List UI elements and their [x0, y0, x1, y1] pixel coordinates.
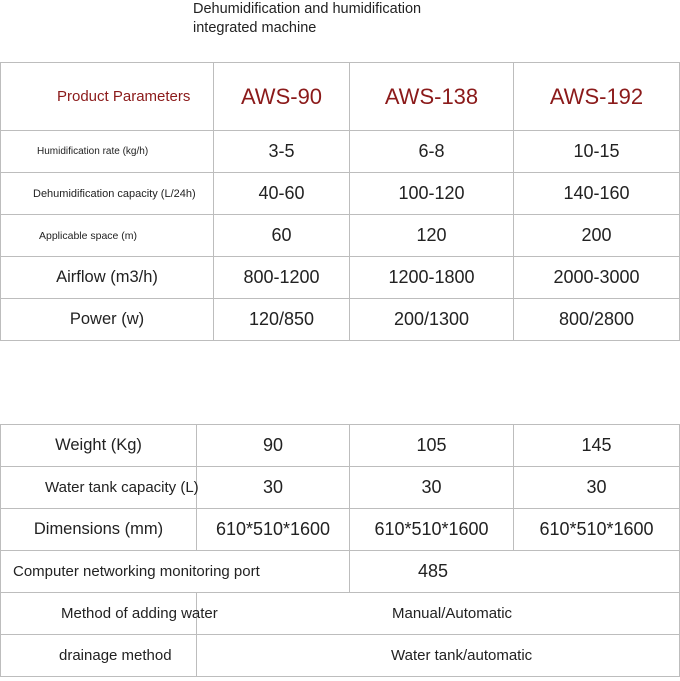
- cell-value: 1200-1800: [350, 257, 514, 299]
- cell-value: 60: [214, 215, 350, 257]
- cell-value: 610*510*1600: [514, 509, 680, 551]
- page-title: [193, 0, 421, 38]
- cell-value: 800-1200: [214, 257, 350, 299]
- row-label-applicable-space: Applicable space (m): [1, 215, 214, 257]
- parameters-table-upper: [0, 62, 680, 341]
- cell-value: 2000-3000: [514, 257, 680, 299]
- cell-value-monitoring-port: 485: [350, 551, 680, 593]
- cell-value: 120/850: [214, 299, 350, 341]
- model-aws-138: AWS-138: [350, 63, 514, 131]
- header-label: Product Parameters: [1, 63, 214, 131]
- row-label-adding-water: Method of adding water: [1, 593, 197, 635]
- row-label-water-tank-capacity: Water tank capacity (L): [1, 467, 197, 509]
- table-span-row: [1, 593, 680, 635]
- cell-value: 800/2800: [514, 299, 680, 341]
- parameters-table-lower: [0, 424, 680, 677]
- cell-value: 90: [197, 425, 350, 467]
- table-header-row: [1, 63, 680, 131]
- model-aws-192: AWS-192: [514, 63, 680, 131]
- table-row: [1, 173, 680, 215]
- table-row: [1, 467, 680, 509]
- row-label-airflow: Airflow (m3/h): [1, 257, 214, 299]
- cell-value: 100-120: [350, 173, 514, 215]
- row-label-dimensions: Dimensions (mm): [1, 509, 197, 551]
- cell-value-drainage-method: Water tank/automatic: [197, 635, 680, 677]
- title-line-1: Dehumidification and humidification: [193, 1, 422, 17]
- row-label-weight: Weight (Kg): [1, 425, 197, 467]
- cell-value: 610*510*1600: [197, 509, 350, 551]
- cell-value: 140-160: [514, 173, 680, 215]
- cell-value: 6-8: [350, 131, 514, 173]
- cell-value: 30: [514, 467, 680, 509]
- model-aws-90: AWS-90: [214, 63, 350, 131]
- table-row: [1, 131, 680, 173]
- cell-value: 3-5: [214, 131, 350, 173]
- row-label-dehumidification-capacity: Dehumidification capacity (L/24h): [1, 173, 214, 215]
- table-row: [1, 299, 680, 341]
- row-label-drainage-method: drainage method: [1, 635, 197, 677]
- cell-value: 30: [197, 467, 350, 509]
- cell-value: 105: [350, 425, 514, 467]
- cell-value: 120: [350, 215, 514, 257]
- cell-value: 200/1300: [350, 299, 514, 341]
- table-row: [1, 425, 680, 467]
- cell-value: 610*510*1600: [350, 509, 514, 551]
- cell-value: 30: [350, 467, 514, 509]
- table-row: [1, 509, 680, 551]
- cell-value: 145: [514, 425, 680, 467]
- table-span-row: [1, 551, 680, 593]
- cell-value: 200: [514, 215, 680, 257]
- cell-value: 10-15: [514, 131, 680, 173]
- row-label-monitoring-port: Computer networking monitoring port: [1, 551, 350, 593]
- row-label-power: Power (w): [1, 299, 214, 341]
- row-label-humidification-rate: Humidification rate (kg/h): [1, 131, 214, 173]
- cell-value: 40-60: [214, 173, 350, 215]
- table-row: [1, 215, 680, 257]
- title-line-2: integrated machine: [193, 20, 317, 36]
- cell-value-adding-water: Manual/Automatic: [197, 593, 680, 635]
- table-span-row: [1, 635, 680, 677]
- table-row: [1, 257, 680, 299]
